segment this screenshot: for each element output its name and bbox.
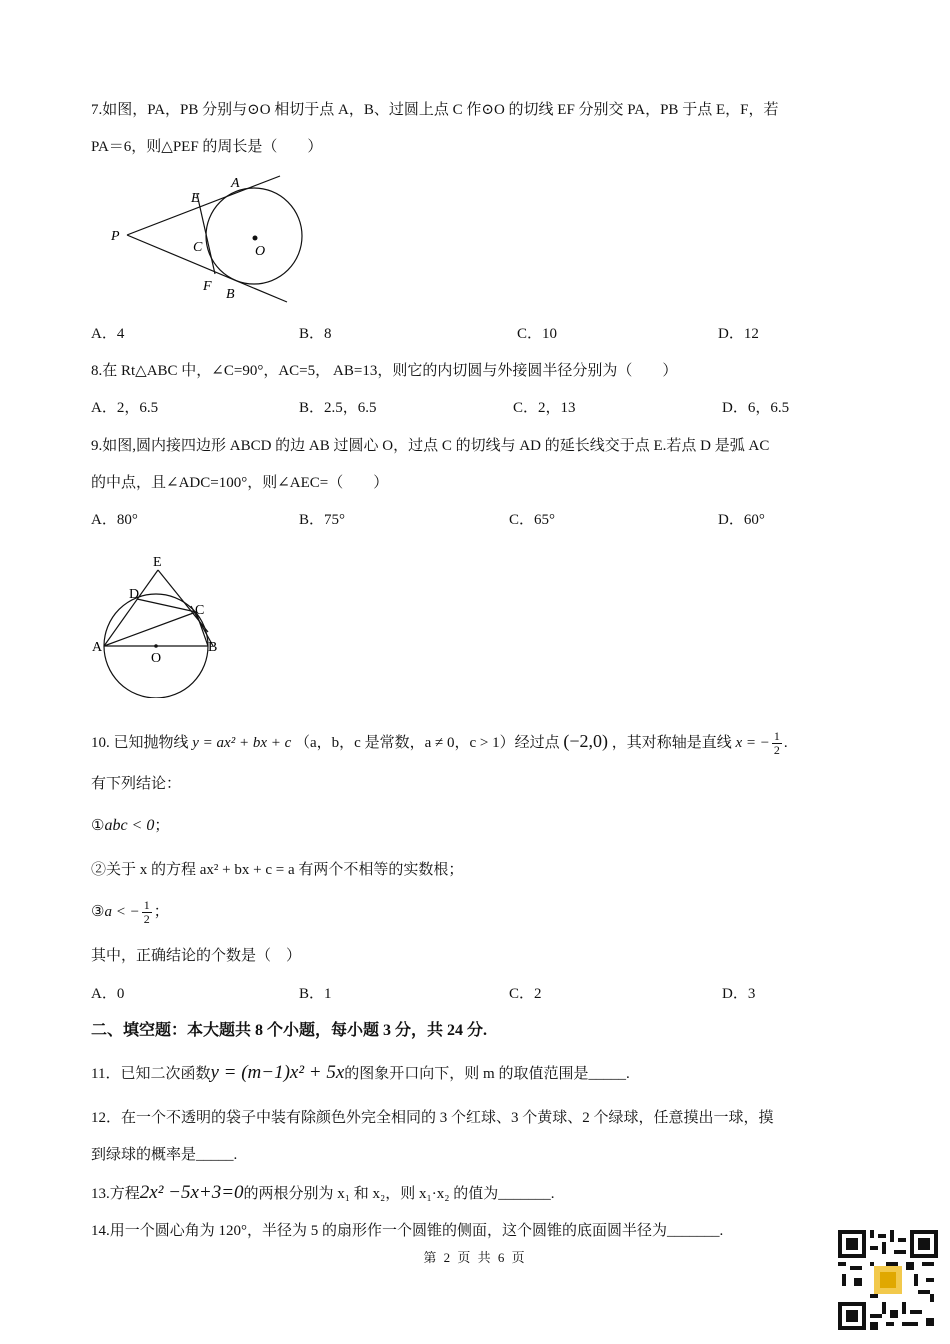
q13-prefix: 13.方程 <box>91 1186 140 1202</box>
page-footer: 第 2 页 共 6 页 <box>423 1250 527 1265</box>
q7-tangent-pa <box>127 176 280 235</box>
q9-label-d: D <box>129 587 140 602</box>
q10-axis-num: 1 <box>773 729 780 744</box>
q10-formula: y = ax² + bx + c <box>192 735 292 751</box>
q10-option-c: C．2 <box>509 986 542 1002</box>
q10-c1-end: ； <box>154 818 170 834</box>
q12-stem-line1: 12．在一个不透明的袋子中装有除颜色外完全相同的 3 个红球、3 个黄球、2 个绿球，任意摸出一球，摸 <box>91 1110 774 1126</box>
q9-label-a: A <box>92 640 103 655</box>
q9-figure <box>88 550 228 698</box>
q9-label-e: E <box>153 555 162 570</box>
q10-option-d: D．3 <box>722 986 756 1002</box>
q10-intro: 有下列结论： <box>91 776 182 792</box>
q9-option-b: B．75° <box>299 512 346 528</box>
q8-option-c: C．2，13 <box>513 400 576 416</box>
q9-center-dot <box>154 644 158 648</box>
q10-conclusion-1 <box>91 816 169 836</box>
q7-option-a: A．4 <box>91 326 125 342</box>
q10-c3-num: 1 <box>143 898 150 913</box>
q7-tangent-ef <box>197 194 215 274</box>
q7-label-e: E <box>191 191 200 206</box>
q10-suffix: ，其对称轴是直线 <box>611 735 732 751</box>
q7-option-b: B．8 <box>299 326 332 342</box>
q10-axis-fraction <box>772 730 782 757</box>
q9-option-d: D．60° <box>718 512 765 528</box>
q11-stem <box>91 1060 630 1087</box>
q10-stem <box>91 728 788 757</box>
q10-point: (−2,0) <box>563 731 608 751</box>
q14-stem: 14.用一个圆心角为 120°，半径为 5 的扇形作一个圆锥的侧面，这个圆锥的底面圆半径为_______. <box>91 1223 724 1239</box>
q10-axis-end: . <box>783 735 788 751</box>
q11-formula: y = (m−1)x² + 5x <box>210 1062 345 1083</box>
q8-option-a: A．2，6.5 <box>91 400 159 416</box>
q10-c3-fraction <box>142 899 152 926</box>
q13-stem <box>91 1180 554 1207</box>
q13-suffix: 的两根分别为 x₁ 和 x₂，则 x₁·x₂ 的值为_______. <box>243 1186 555 1202</box>
q10-c1-mark: ① <box>91 818 105 834</box>
q11-suffix: 的图象开口向下，则 m 的取值范围是_____. <box>344 1066 630 1082</box>
q7-center-dot <box>253 236 258 241</box>
q10-option-b: B．1 <box>299 986 332 1002</box>
q10-axis-den: 2 <box>773 743 780 758</box>
q8-stem: 8.在 Rt△ABC 中，∠C=90°，AC=5， AB=13，则它的内切圆与外接圆半径分别为（ ） <box>91 363 678 379</box>
q10-c3-lhs: a < − <box>104 904 140 920</box>
q7-option-c: C．10 <box>517 326 558 342</box>
q7-label-b: B <box>226 287 235 302</box>
q9-stem-line2: 的中点，且∠ADC=100°，则∠AEC=（ ） <box>91 475 389 491</box>
q7-label-p: P <box>111 229 120 244</box>
q9-label-b: B <box>208 640 218 655</box>
q9-line-ae <box>104 570 158 646</box>
q10-condition: （a，b，c 是常数，a ≠ 0，c > 1）经过点 <box>295 735 560 751</box>
q10-c3-mark: ③ <box>91 904 105 920</box>
q7-label-c: C <box>193 240 203 255</box>
q11-prefix: 11．已知二次函数 <box>91 1066 211 1082</box>
q10-axis-lhs: x = − <box>735 735 770 751</box>
q10-c3-end: ； <box>153 904 169 920</box>
q9-stem-line1: 9.如图,圆内接四边形 ABCD 的边 AB 过圆心 O，过点 C 的切线与 AD 的延长线交于点 E.若点 D 是弧 AC <box>91 438 770 454</box>
q7-option-d: D．12 <box>718 326 759 342</box>
q10-option-a: A．0 <box>91 986 125 1002</box>
q8-option-b: B．2.5，6.5 <box>299 400 377 416</box>
q7-label-f: F <box>203 279 212 294</box>
q7-stem-line1: 7.如图，PA，PB 分别与⊙O 相切于点 A，B、过圆上点 C 作⊙O 的切线 EF 分别交 PA，PB 于点 E，F，若 <box>91 102 779 118</box>
q9-label-o: O <box>151 651 162 666</box>
q10-c3-den: 2 <box>143 912 150 927</box>
q9-option-c: C．65° <box>509 512 556 528</box>
q8-option-d: D．6，6.5 <box>722 400 790 416</box>
q9-label-c: C <box>195 603 205 618</box>
q10-question: 其中，正确结论的个数是（ ） <box>91 948 302 964</box>
q7-label-o: O <box>255 244 266 259</box>
q7-label-a: A <box>231 176 240 191</box>
q13-formula: 2x² −5x+3=0 <box>139 1182 244 1203</box>
q10-conclusion-2: ②关于 x 的方程 ax² + bx + c = a 有两个不相等的实数根； <box>91 862 464 878</box>
q9-option-a: A．80° <box>91 512 138 528</box>
q7-figure <box>105 168 315 310</box>
section-2-heading: 二、填空题：本大题共 8 个小题，每小题 3 分，共 24 分. <box>91 1022 488 1039</box>
q9-line-ac <box>104 612 196 646</box>
q10-prefix: 10. 已知抛物线 <box>91 735 189 751</box>
q7-stem-line2: PA＝6，则△PEF 的周长是（ ） <box>91 139 323 155</box>
q10-conclusion-3 <box>91 895 169 929</box>
q10-c1-formula: abc < 0 <box>104 817 155 834</box>
qr-code-icon <box>838 1230 938 1330</box>
q12-stem-line2: 到绿球的概率是_____. <box>91 1147 238 1163</box>
